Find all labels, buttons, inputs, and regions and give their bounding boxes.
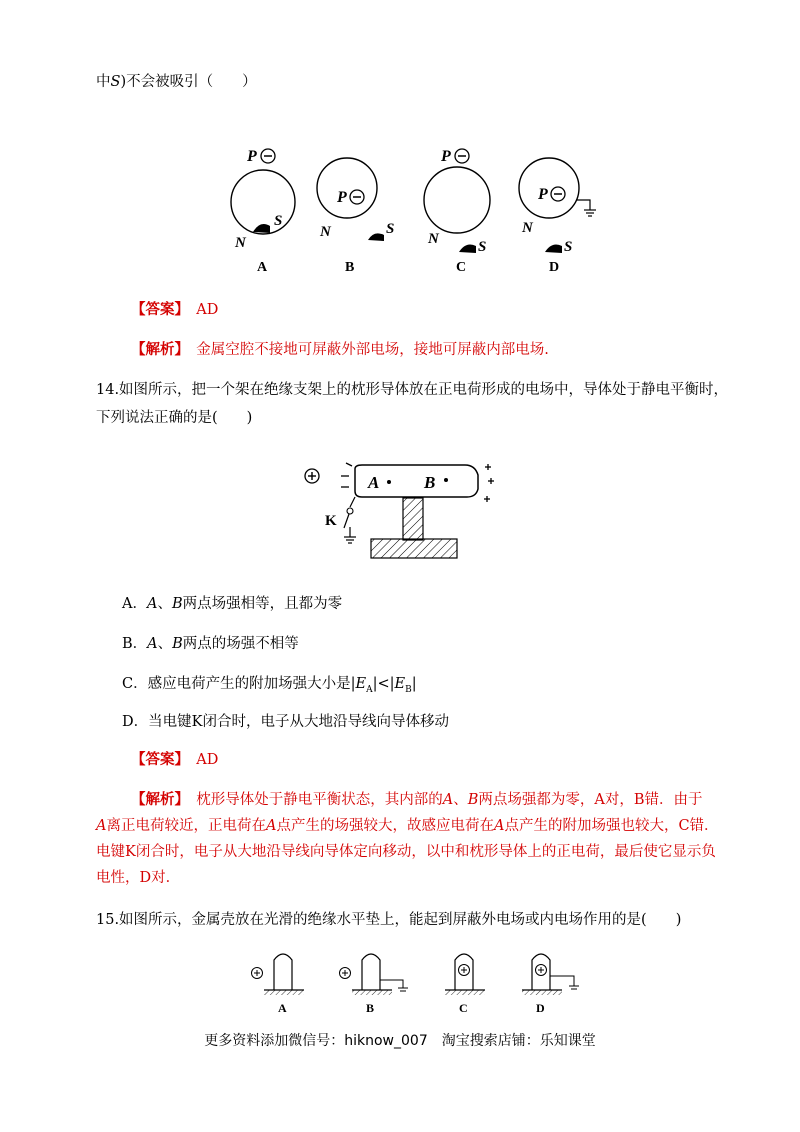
option-label-b: B — [366, 1001, 375, 1015]
option-label-a: A — [257, 260, 268, 275]
magnet-s-label: S — [564, 239, 573, 255]
q15-stem: 15.如图所示，金属壳放在光滑的绝缘水平垫上，能起到屏蔽外电场或内电场作用的是( ) — [96, 912, 682, 928]
q14-analysis-line1: 【解析】 枕形导体处于静电平衡状态，其内部的A、B两点场强都为零，A对，B错．由于 — [131, 791, 703, 808]
point-b-dot — [444, 478, 448, 482]
q14-analysis-line3: 电键K闭合时，电子从大地沿导线向导体定向移动，以中和枕形导体上的正电荷，最后使它显示负 — [96, 844, 716, 860]
point-a-label: A — [368, 473, 380, 492]
insulating-pad — [445, 990, 485, 995]
magnet-n-label: N — [320, 224, 331, 240]
option-label-d: D — [536, 1001, 545, 1015]
q14-stem-line2: 下列说法正确的是( ) — [96, 410, 253, 426]
switch-wire — [350, 497, 355, 507]
magnet-n-label: N — [522, 220, 533, 236]
charge-p-label: P — [538, 186, 548, 203]
q13-option-b-figure — [317, 158, 394, 275]
point-a-dot — [387, 480, 391, 484]
option-label-a: A — [278, 1001, 287, 1015]
option-label-b: B — [345, 260, 355, 275]
q13-option-c-figure — [424, 148, 490, 275]
point-b-label: B — [424, 473, 436, 492]
option-label-d: D — [549, 260, 560, 275]
q14-analysis-line2: A离正电荷较近，正电荷在A点产生的场强较大，故感应电荷在A点产生的附加场强也较大，C错． — [96, 818, 719, 834]
q15-option-a-figure — [252, 954, 305, 1015]
positive-signs-icon — [484, 464, 494, 502]
option-label-c: C — [459, 1001, 468, 1015]
ground-wire — [550, 976, 574, 986]
magnet-icon — [253, 224, 270, 233]
q14-analysis-line4: 电性，D对． — [96, 870, 181, 886]
ground-wire — [576, 200, 590, 210]
q14-answer: 【答案】 AD — [131, 751, 219, 768]
magnet-s-label: S — [478, 239, 487, 255]
metal-shell — [317, 158, 377, 218]
insulating-pad — [264, 990, 304, 995]
q14-option-a: A．A、B两点场强相等，且都为零 — [122, 596, 343, 612]
magnet-s-label: S — [274, 213, 283, 229]
q15-figure — [0, 948, 800, 1018]
q14-option-b: B．A、B两点的场强不相等 — [122, 636, 299, 652]
switch-k-icon — [344, 514, 349, 528]
metal-shell — [424, 167, 490, 233]
q15-option-b-figure — [340, 954, 409, 1015]
magnet-icon — [459, 244, 476, 253]
q14-option-c: C．感应电荷产生的附加场强大小是$|E_A|<|E_B|$ — [122, 676, 417, 695]
q13-answer: 【答案】 AD — [131, 301, 219, 318]
magnet-n-label: N — [428, 231, 439, 247]
q13-figure — [0, 140, 800, 280]
q15-option-c-figure — [445, 954, 485, 1015]
metal-shell — [519, 158, 579, 218]
charge-p-label: P — [247, 148, 257, 165]
switch-contact — [347, 508, 353, 514]
negative-sign-icon — [346, 463, 352, 466]
q15-option-d-figure — [522, 954, 579, 1015]
switch-k-label: K — [325, 513, 337, 529]
q13-option-a-figure — [231, 148, 295, 275]
q14-stem-line1: 14.如图所示，把一个架在绝缘支架上的枕形导体放在正电荷形成的电场中，导体处于静电平衡时， — [96, 382, 729, 398]
insulating-stand-post — [403, 498, 423, 540]
charge-p-label: P — [337, 189, 347, 206]
magnet-s-label: S — [386, 221, 395, 237]
insulating-stand-base — [371, 539, 457, 558]
insulating-pad — [352, 990, 392, 995]
metal-shell — [274, 954, 292, 990]
q14-option-d: D．当电键K闭合时，电子从大地沿导线向导体移动 — [122, 714, 449, 730]
magnet-icon — [368, 233, 384, 241]
charge-p-label: P — [441, 148, 451, 165]
magnet-icon — [545, 244, 562, 253]
footer-note: 更多资料添加微信号：hiknow_007 淘宝搜索店铺：乐知课堂 — [204, 1033, 596, 1049]
insulating-pad — [522, 990, 562, 995]
q13-stem-tail: 中S)不会被吸引（ ） — [96, 74, 257, 90]
metal-shell — [362, 954, 380, 990]
q13-option-d-figure — [519, 158, 596, 275]
ground-wire — [380, 980, 403, 988]
magnet-n-label: N — [235, 235, 246, 251]
q14-figure — [0, 455, 800, 565]
q13-analysis: 【解析】 金属空腔不接地可屏蔽外部电场，接地可屏蔽内部电场. — [131, 341, 549, 358]
option-label-c: C — [456, 260, 467, 275]
